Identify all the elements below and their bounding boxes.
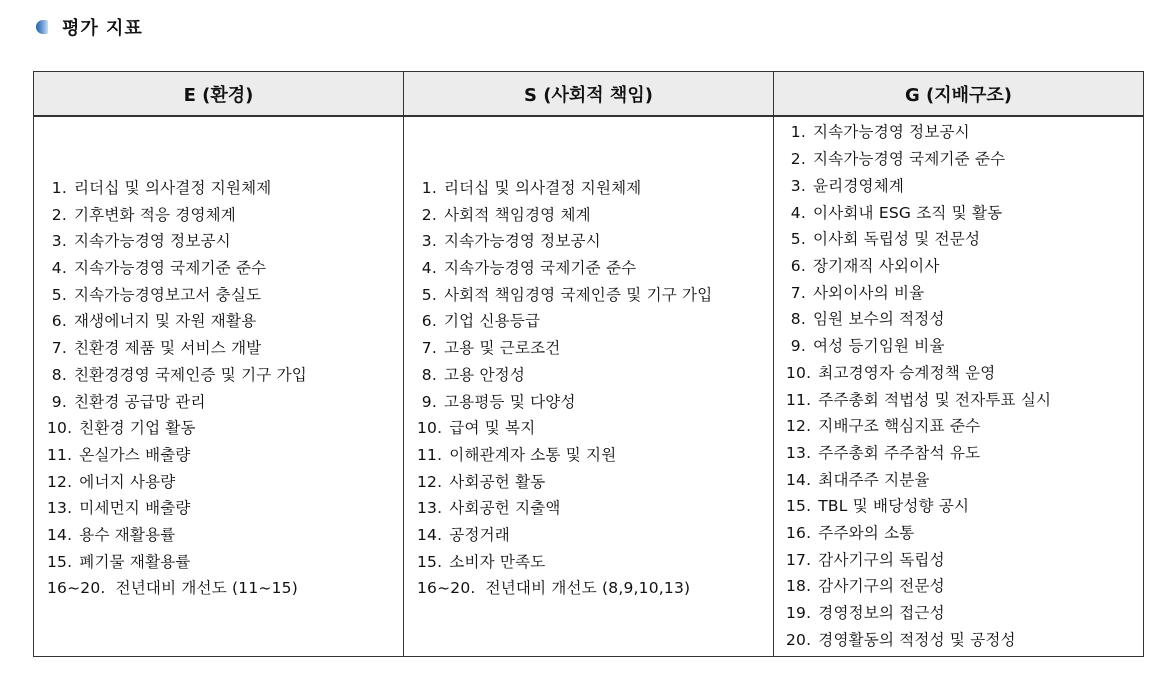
item-text: 폐기물 재활용률 [79, 552, 191, 571]
item-text: 주주총회 적법성 및 전자투표 실시 [818, 390, 1052, 409]
list-item [786, 253, 1143, 280]
list-item [417, 522, 773, 549]
header-environment: E (환경) [34, 72, 404, 117]
environment-column [34, 116, 404, 657]
item-text: 사회적 책임경영 국제인증 및 기구 가입 [444, 285, 713, 304]
item-number: 7. [51, 339, 67, 358]
section-heading [36, 14, 143, 40]
item-number: 4. [51, 258, 67, 277]
list-item [786, 226, 1143, 253]
item-text: 경영정보의 접근성 [818, 604, 945, 623]
list-item [786, 387, 1143, 414]
item-text: 지배구조 핵심지표 준수 [818, 417, 981, 436]
item-text: 에너지 사용량 [79, 472, 176, 491]
list-item [47, 522, 403, 549]
item-text: 이사회 독립성 및 전문성 [813, 230, 981, 249]
list-item [786, 573, 1143, 600]
item-number: 8. [790, 310, 806, 329]
item-number: 2. [790, 150, 806, 169]
item-number: 12. [417, 472, 443, 491]
list-item [786, 440, 1143, 467]
item-text: 임원 보수의 적정성 [813, 310, 945, 329]
list-item [417, 469, 773, 496]
item-number: 11. [417, 445, 443, 464]
list-item [417, 335, 773, 362]
list-item [47, 469, 403, 496]
item-text: 지속가능경영보고서 충실도 [74, 285, 262, 304]
item-number: 9. [421, 392, 437, 411]
item-text: 사회적 책임경영 체계 [444, 205, 591, 224]
item-text: 지속가능경영 국제기준 준수 [444, 258, 637, 277]
item-number: 11. [47, 445, 73, 464]
list-item [786, 333, 1143, 360]
item-number: 7. [421, 339, 437, 358]
item-number: 3. [51, 232, 67, 251]
list-item [47, 335, 403, 362]
item-text: 사회공헌 활동 [449, 472, 546, 491]
section-bullet-icon [36, 20, 48, 34]
list-item [417, 202, 773, 229]
item-number: 15. [47, 552, 73, 571]
item-text: 고용 안정성 [444, 365, 525, 384]
item-text: 친환경경영 국제인증 및 기구 가입 [74, 365, 307, 384]
item-number: 16~20. [47, 579, 106, 598]
item-text: 친환경 공급망 관리 [74, 392, 206, 411]
item-text: 사회공헌 지출액 [449, 499, 561, 518]
list-item [786, 520, 1143, 547]
item-number: 2. [421, 205, 437, 224]
item-text: 전년대비 개선도 (8,9,10,13) [485, 579, 691, 598]
item-text: 감사기구의 독립성 [818, 550, 945, 569]
item-number: 12. [47, 472, 73, 491]
item-number: 7. [790, 283, 806, 302]
item-number: 1. [51, 178, 67, 197]
item-text: 윤리경영체계 [813, 176, 905, 195]
item-text: 고용 및 근로조건 [444, 339, 561, 358]
item-number: 19. [786, 604, 812, 623]
list-item-footer [47, 575, 403, 602]
item-text: 용수 재활용률 [79, 526, 176, 545]
list-item [47, 175, 403, 202]
list-item [786, 600, 1143, 627]
list-item [417, 175, 773, 202]
item-number: 10. [47, 419, 73, 438]
list-item [417, 389, 773, 416]
item-text: 전년대비 개선도 (11~15) [115, 579, 298, 598]
table-body-row [34, 116, 1144, 657]
item-number: 9. [51, 392, 67, 411]
item-number: 5. [51, 285, 67, 304]
item-number: 8. [421, 365, 437, 384]
item-text: 리더십 및 의사결정 지원체제 [74, 178, 272, 197]
item-number: 15. [417, 552, 443, 571]
item-text: 미세먼지 배출량 [79, 499, 191, 518]
item-number: 3. [790, 176, 806, 195]
list-item [47, 228, 403, 255]
item-number: 13. [47, 499, 73, 518]
item-number: 20. [786, 630, 812, 649]
item-number: 17. [786, 550, 812, 569]
item-text: 사외이사의 비율 [813, 283, 925, 302]
item-text: 친환경 기업 활동 [79, 419, 196, 438]
list-item [417, 442, 773, 469]
item-number: 6. [421, 312, 437, 331]
list-item [47, 362, 403, 389]
item-number: 14. [786, 470, 812, 489]
list-item [417, 255, 773, 282]
item-text: 경영활동의 적정성 및 공정성 [818, 630, 1016, 649]
social-column [404, 116, 774, 657]
item-number: 8. [51, 365, 67, 384]
item-text: 고용평등 및 다양성 [444, 392, 576, 411]
item-number: 5. [790, 230, 806, 249]
item-number: 14. [47, 526, 73, 545]
list-item [417, 362, 773, 389]
item-number: 11. [786, 390, 812, 409]
item-number: 9. [790, 337, 806, 356]
header-governance: G (지배구조) [774, 72, 1144, 117]
list-item [786, 306, 1143, 333]
list-item [47, 442, 403, 469]
list-item [47, 255, 403, 282]
item-text: 온실가스 배출량 [79, 445, 191, 464]
list-item [786, 173, 1143, 200]
item-text: 급여 및 복지 [449, 419, 536, 438]
header-social: S (사회적 책임) [404, 72, 774, 117]
item-number: 1. [790, 123, 806, 142]
list-item [786, 467, 1143, 494]
item-text: 재생에너지 및 자원 재활용 [74, 312, 257, 331]
list-item-footer [417, 575, 773, 602]
list-item [417, 282, 773, 309]
item-number: 4. [421, 258, 437, 277]
item-text: 주주총회 주주참석 유도 [818, 443, 981, 462]
item-text: 이해관계자 소통 및 지원 [449, 445, 617, 464]
item-number: 10. [786, 363, 812, 382]
item-text: 이사회내 ESG 조직 및 활동 [813, 203, 1003, 222]
list-item [786, 627, 1143, 654]
item-text: 지속가능경영 국제기준 준수 [813, 150, 1006, 169]
item-text: 기업 신용등급 [444, 312, 541, 331]
item-number: 6. [51, 312, 67, 331]
list-item [786, 493, 1143, 520]
item-text: 장기재직 사외이사 [813, 256, 940, 275]
section-title: 평가 지표 [62, 18, 143, 39]
item-text: 최고경영자 승계정책 운영 [818, 363, 996, 382]
list-item [417, 308, 773, 335]
list-item [786, 547, 1143, 574]
item-number: 4. [790, 203, 806, 222]
item-number: 12. [786, 417, 812, 436]
item-text: 최대주주 지분율 [818, 470, 930, 489]
item-text: 지속가능경영 국제기준 준수 [74, 258, 267, 277]
item-text: 소비자 만족도 [449, 552, 546, 571]
list-item [47, 282, 403, 309]
item-text: 지속가능경영 정보공시 [74, 232, 231, 251]
item-number: 13. [786, 443, 812, 462]
list-item [47, 415, 403, 442]
list-item [47, 549, 403, 576]
governance-column [774, 116, 1144, 657]
list-item [786, 413, 1143, 440]
list-item [47, 389, 403, 416]
item-number: 15. [786, 497, 812, 516]
list-item [417, 415, 773, 442]
item-number: 14. [417, 526, 443, 545]
evaluation-metrics-table [33, 71, 1144, 657]
list-item [786, 146, 1143, 173]
item-number: 18. [786, 577, 812, 596]
list-item [47, 202, 403, 229]
item-number: 1. [421, 178, 437, 197]
list-item [786, 280, 1143, 307]
item-number: 16. [786, 524, 812, 543]
item-text: 감사기구의 전문성 [818, 577, 945, 596]
list-item [417, 549, 773, 576]
list-item [786, 360, 1143, 387]
item-number: 16~20. [417, 579, 476, 598]
item-text: 지속가능경영 정보공시 [813, 123, 970, 142]
item-text: 친환경 제품 및 서비스 개발 [74, 339, 262, 358]
item-number: 13. [417, 499, 443, 518]
list-item [417, 495, 773, 522]
list-item [786, 119, 1143, 146]
item-number: 3. [421, 232, 437, 251]
list-item [417, 228, 773, 255]
table-header-row [34, 72, 1144, 117]
item-text: TBL 및 배당성향 공시 [818, 497, 970, 516]
item-text: 리더십 및 의사결정 지원체제 [444, 178, 642, 197]
item-text: 공정거래 [449, 526, 510, 545]
list-item [47, 495, 403, 522]
list-item [47, 308, 403, 335]
item-text: 주주와의 소통 [818, 524, 915, 543]
item-text: 지속가능경영 정보공시 [444, 232, 601, 251]
item-number: 2. [51, 205, 67, 224]
list-item [786, 200, 1143, 227]
item-number: 6. [790, 256, 806, 275]
item-number: 10. [417, 419, 443, 438]
item-text: 기후변화 적응 경영체계 [74, 205, 236, 224]
item-number: 5. [421, 285, 437, 304]
item-text: 여성 등기임원 비율 [813, 337, 945, 356]
